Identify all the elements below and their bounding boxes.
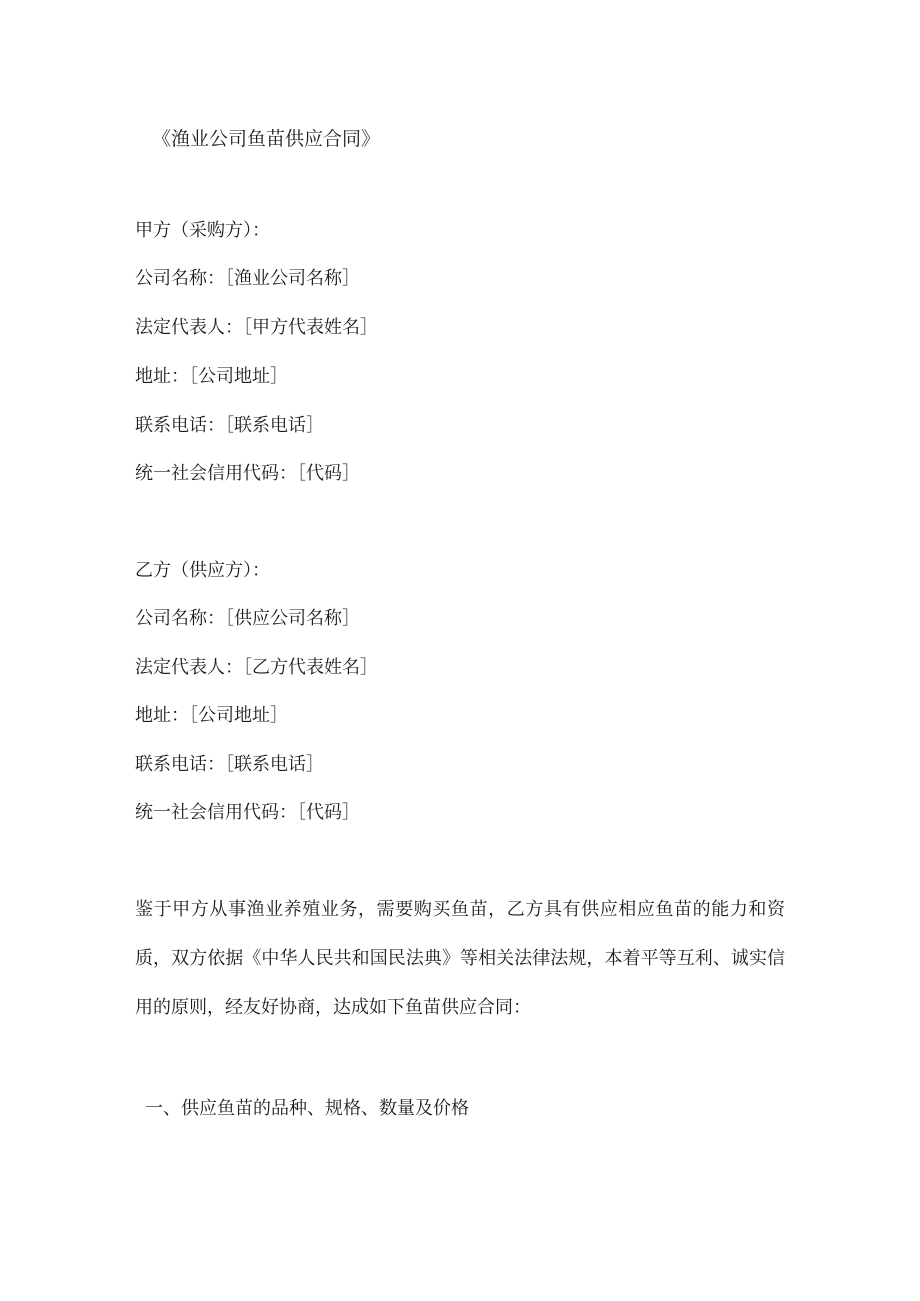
party-a-phone: 联系电话：［联系电话］ [135, 415, 324, 436]
party-a-representative: 法定代表人：［甲方代表姓名］ [135, 317, 378, 338]
party-a-address: 地址：［公司地址］ [135, 366, 288, 387]
party-b-credit-code: 统一社会信用代码：［代码］ [135, 802, 360, 823]
preamble-paragraph: 鉴于甲方从事渔业养殖业务，需要购买鱼苗，乙方具有供应相应鱼苗的能力和资质，双方依据《中华人民共和国民法典》等相关法律法规，本着平等互利、诚实信用的原则，经友好协商，达成如下鱼苗供应合同： [135, 899, 785, 1018]
party-b-representative: 法定代表人：［乙方代表姓名］ [135, 657, 378, 678]
party-a-credit-code: 统一社会信用代码：［代码］ [135, 463, 360, 484]
document-title: 《渔业公司鱼苗供应合同》 [152, 128, 381, 150]
party-b-company: 公司名称：［供应公司名称］ [135, 608, 360, 629]
party-b-heading: 乙方（供应方）： [135, 560, 270, 581]
party-a-heading: 甲方（采购方）： [135, 220, 270, 241]
section-1-heading: 一、供应鱼苗的品种、规格、数量及价格 [145, 1098, 469, 1119]
party-b-phone: 联系电话：［联系电话］ [135, 754, 324, 775]
party-b-address: 地址：［公司地址］ [135, 705, 288, 726]
party-a-company: 公司名称：［渔业公司名称］ [135, 268, 360, 289]
